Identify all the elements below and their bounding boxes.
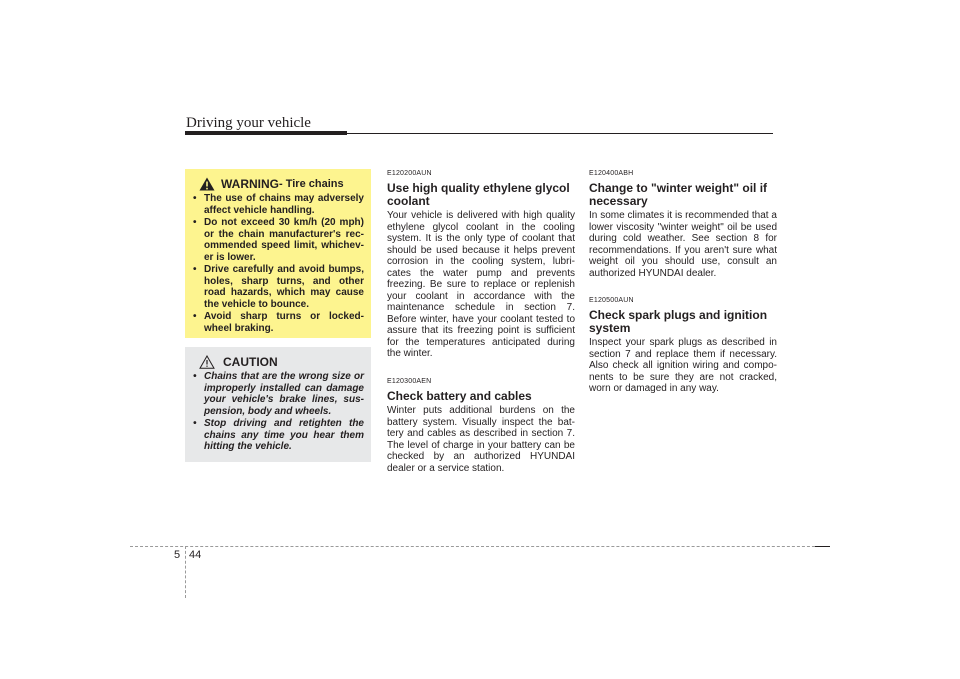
section-code: E120200AUN <box>387 170 432 177</box>
caution-triangle-icon <box>199 355 215 369</box>
section-title: Use high quality ethylene glycol coolant <box>387 181 570 208</box>
chapter-number: 5 <box>174 549 181 561</box>
warning-subtitle: - Tire chains <box>279 178 344 190</box>
section-title: Change to "winter weight" oil if necessary <box>589 181 768 208</box>
caution-item: • Chains that are the wrong size or improperly installed can damage your vehicle's brake lines, sus-pension, body and wheels. <box>193 371 364 417</box>
warning-item: • The use of chains may adversely affect vehicle handling. <box>193 193 364 216</box>
footer-rule-end <box>815 546 830 547</box>
footer-divider <box>185 546 186 598</box>
section-code: E120300AEN <box>387 377 432 385</box>
section-body: Your vehicle is delivered with high quality ethylene glycol coolant in the cooling system. It is the only type of coolant that should be used because it helps prevent corrosion in the cooling system, lubri-cates the water pump and prevents freezing. Be sure to replace or replenish your coolant in accordance with the maintenance schedule in section 7. Before winter, have your coolant tested to assure that its freezing point is sufficient for the temperatures anticipated during the winter. <box>387 210 575 359</box>
section-coolant <box>387 169 575 360</box>
middle-column <box>387 169 575 491</box>
section-title: Check spark plugs and ignition system <box>589 308 768 335</box>
section-body: Winter puts additional burdens on the battery system. Visually inspect the bat-tery and cables as described in section 7. The level of charge in your battery can be checked by an authorized HYUNDAI dealer or a service station. <box>387 405 575 474</box>
section-code: E120400ABH <box>589 170 634 177</box>
warning-list <box>193 193 364 334</box>
warning-item: • Do not exceed 30 km/h (20 mph) or the chain manufacturer's rec-ommended speed limit, whichev-er is lower. <box>193 217 364 263</box>
section-code: E120500AUN <box>589 297 634 304</box>
page-header-title: Driving your vehicle <box>186 115 311 131</box>
right-column <box>589 169 777 412</box>
header-rule <box>347 133 773 134</box>
caution-item: • Stop driving and retighten the chains any time you hear them hitting the vehicle. <box>193 418 364 453</box>
warning-title: WARNING <box>221 177 279 191</box>
section-battery <box>387 377 575 475</box>
section-winter-oil <box>589 169 777 279</box>
section-body: Inspect your spark plugs as described in section 7 and replace them if necessary. Also check all ignition wiring and compo-nents to be sure they are not cracked, worn or damaged in any way. <box>589 337 777 394</box>
caution-title: CAUTION <box>223 355 278 369</box>
warning-heading <box>193 177 364 191</box>
footer-rule <box>130 546 830 547</box>
section-title: Check battery and cables <box>387 388 532 403</box>
section-spark-plugs <box>589 296 777 395</box>
warning-item: • Drive carefully and avoid bumps, holes, sharp turns, and other road hazards, which may cause the vehicle to bounce. <box>193 264 364 310</box>
header-bar <box>185 131 347 135</box>
warning-box <box>185 169 371 338</box>
warning-item: • Avoid sharp turns or locked-wheel braking. <box>193 311 364 334</box>
page-number: 44 <box>189 549 202 561</box>
caution-heading <box>193 355 364 369</box>
caution-box <box>185 347 371 462</box>
caution-list <box>193 371 364 453</box>
warning-triangle-icon <box>199 177 215 191</box>
section-body: In some climates it is recommended that a lower viscosity "winter weight" oil be used during cold weather. See section 8 for recommendations. If you aren't sure what weight oil you should use, consult an authorized HYUNDAI dealer. <box>589 210 777 279</box>
